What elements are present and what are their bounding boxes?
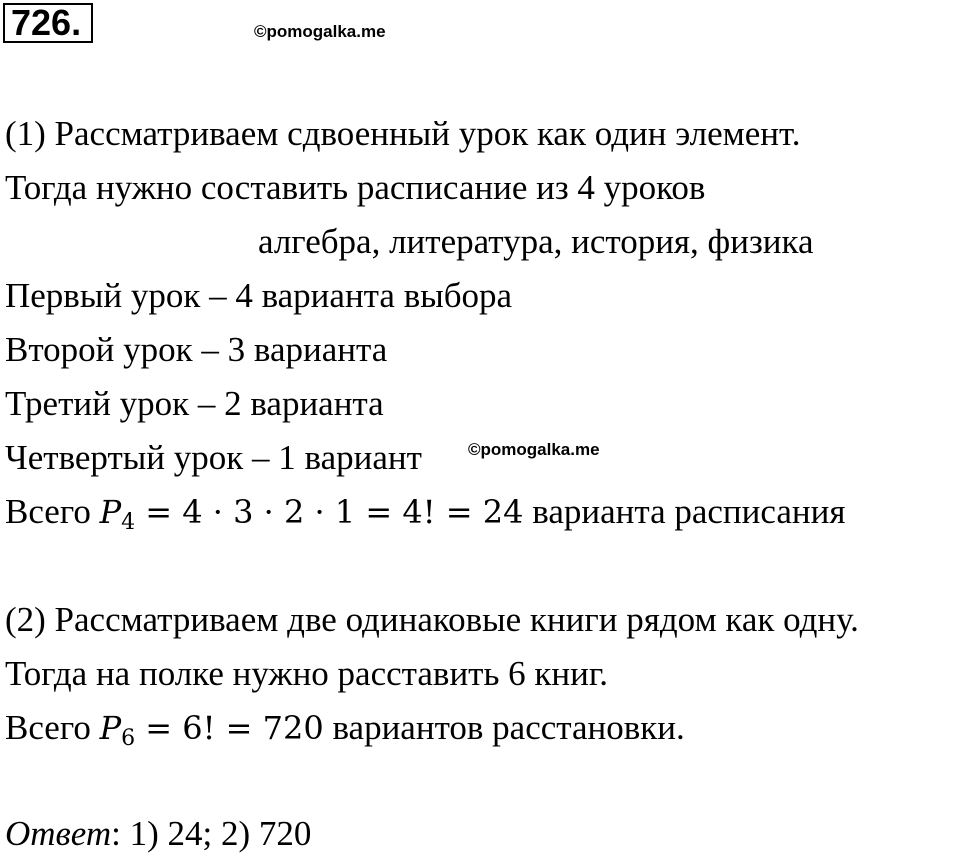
watermark-middle: ©pomogalka.me xyxy=(468,440,600,459)
part1-total-prefix: Всего xyxy=(5,492,91,531)
part2-formula-var: P xyxy=(99,709,122,747)
part1-line6: Третий урок – 2 варианта xyxy=(5,384,384,423)
part2-total-prefix: Всего xyxy=(5,708,91,747)
answer-label: Ответ xyxy=(5,814,112,853)
part2-line2: Тогда на полке нужно расставить 6 книг. xyxy=(5,654,609,693)
part2-line1: (2) Рассматриваем две одинаковые книги рядом как одну. xyxy=(5,600,859,639)
part1-formula-expr: = 4 · 3 · 2 · 1 = 4! = 24 xyxy=(135,493,524,531)
part1-line5: Второй урок – 3 варианта xyxy=(5,330,388,369)
problem-number: 726. xyxy=(3,3,93,43)
part2-total xyxy=(5,708,685,751)
part1-total xyxy=(5,492,846,535)
part1-lessons: алгебра, литература, история, физика xyxy=(258,222,814,261)
part1-line4: Первый урок – 4 варианта выбора xyxy=(5,276,513,315)
answer-text: : 1) 24; 2) 720 xyxy=(111,814,312,853)
part2-formula-sub: 6 xyxy=(121,726,136,751)
part1-line1: (1) Рассматриваем сдвоенный урок как один элемент. xyxy=(5,114,801,153)
part2-total-suffix: вариантов расстановки. xyxy=(332,708,685,747)
part2-formula xyxy=(99,709,324,751)
part1-formula-sub: 4 xyxy=(121,510,136,535)
watermark-top: ©pomogalka.me xyxy=(254,22,386,41)
part1-formula xyxy=(99,493,524,535)
part2-formula-expr: = 6! = 720 xyxy=(135,709,324,747)
part1-total-suffix: варианта расписания xyxy=(532,492,846,531)
part1-line7: Четвертый урок – 1 вариант xyxy=(5,438,422,477)
part1-formula-var: P xyxy=(99,493,122,531)
part1-line2: Тогда нужно составить расписание из 4 уроков xyxy=(5,168,706,207)
answer xyxy=(5,814,311,854)
